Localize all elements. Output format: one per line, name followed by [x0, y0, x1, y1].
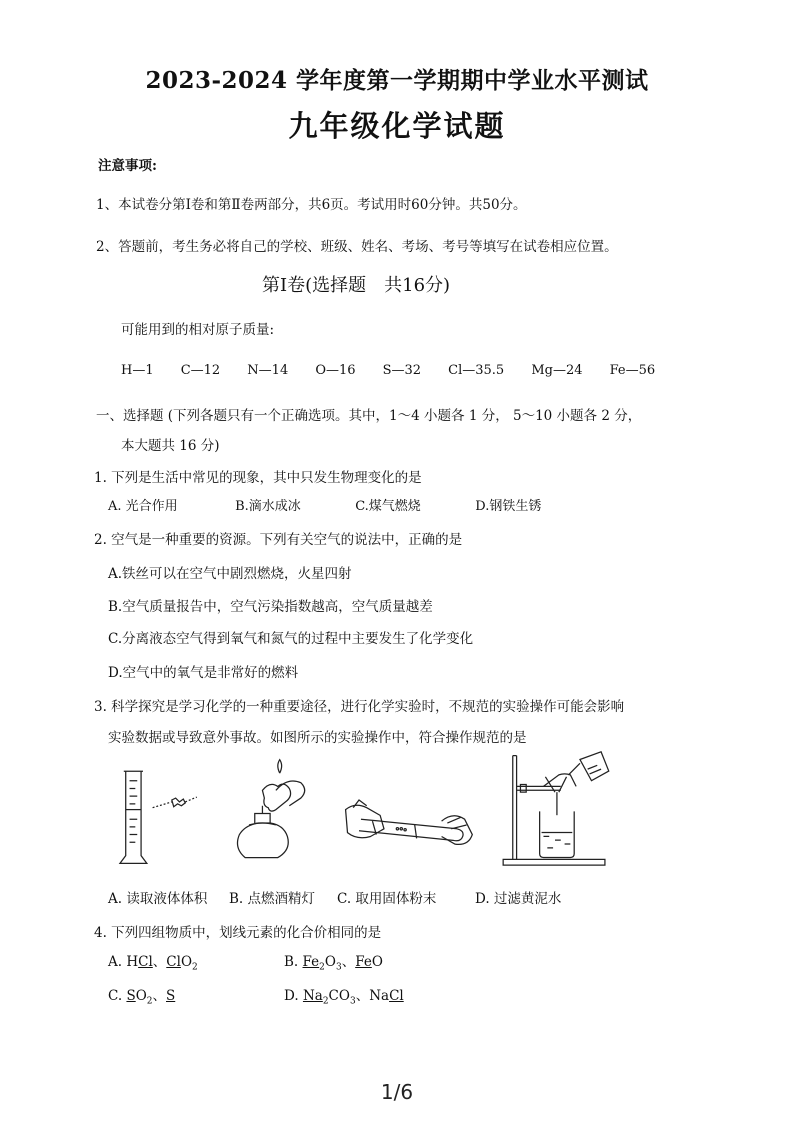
q2-option-b: B.空气质量报告中，空气污染指数越高，空气质量越差 [108, 599, 433, 615]
q2-option-d: D.空气中的氧气是非常好的燃料 [108, 665, 299, 681]
q2-option-a: A.铁丝可以在空气中剧烈燃烧，火星四射 [108, 566, 352, 582]
q1-option-c: C.煤气燃烧 [355, 499, 421, 514]
q2-option-c: C.分离液态空气得到氧气和氮气的过程中主要发生了化学变化 [108, 631, 474, 647]
atomic-mass-c: C—12 [180, 363, 221, 378]
q3-option-a: A. 读取液体体积 [108, 891, 208, 907]
notes-item-2: 2、答题前，考生务必将自己的学校、班级、姓名、考场、考号等填写在试卷相应位置。 [96, 239, 618, 255]
q1-option-d: D.钢铁生锈 [475, 499, 542, 514]
exam-subtitle: 九年级化学试题 [288, 109, 506, 143]
atomic-mass-o: O—16 [315, 363, 356, 378]
graduated-cylinder-figure [112, 752, 222, 872]
atomic-mass-s: S—32 [382, 363, 422, 378]
notes-item-1: 1、本试卷分第Ⅰ卷和第Ⅱ卷两部分，共6页。考试用时60分钟。共50分。 [96, 197, 527, 213]
q1-option-a: A. 光合作用 [108, 499, 178, 514]
q4-stem: 4. 下列四组物质中，划线元素的化合价相同的是 [94, 925, 382, 941]
q2-stem: 2. 空气是一种重要的资源。下列有关空气的说法中，正确的是 [94, 532, 463, 548]
atomic-mass-h: H—1 [121, 363, 154, 378]
q3-option-d: D. 过滤黄泥水 [475, 891, 562, 907]
q4-option-c: C. $SO_2$、S [108, 988, 176, 1007]
page-number: 1/6 [380, 1080, 414, 1104]
section-title: 第Ⅰ卷(选择题 共16分) [262, 275, 451, 296]
filtration-figure [495, 748, 615, 868]
q3-stem-line1: 3. 科学探究是学习化学的一种重要途径，进行化学实验时，不规范的实验操作可能会影响 [94, 699, 625, 715]
powder-test-tube-figure [335, 752, 480, 872]
q3-option-c: C. 取用固体粉末 [337, 891, 437, 907]
q3-stem-line2: 实验数据或导致意外事故。如图所示的实验操作中，符合操作规范的是 [108, 730, 527, 746]
notes-heading: 注意事项: [98, 158, 157, 174]
atomic-mass-cl: Cl—35.5 [448, 363, 505, 378]
part-heading-line2: 本大题共 16 分) [121, 438, 220, 454]
q4-option-b: B. $Fe_2O_3$、FeO [284, 954, 383, 973]
q4-option-d: D. $Na_2CO_3$、NaCl [284, 988, 404, 1007]
q4-option-a: A. HCl、ClO$_2$ [108, 954, 198, 973]
q1-options [108, 495, 541, 514]
q1-stem: 1. 下列是生活中常见的现象，其中只发生物理变化的是 [94, 470, 422, 486]
atomic-mass-n: N—14 [247, 363, 289, 378]
exam-title: 2023-2024 学年度第一学期期中学业水平测试 [145, 67, 649, 94]
atomic-mass-list [121, 359, 677, 378]
part-heading-line1: 一、选择题 (下列各题只有一个正确选项。其中，1～4 小题各 1 分， 5～10 小题各 2 分， [96, 408, 642, 424]
alcohol-lamp-figure [218, 752, 328, 872]
q3-option-b: B. 点燃酒精灯 [229, 891, 316, 907]
q1-option-b: B.滴水成冰 [235, 499, 301, 514]
atomic-mass-fe: Fe—56 [609, 363, 656, 378]
atomic-mass-label: 可能用到的相对原子质量: [121, 322, 275, 338]
atomic-mass-mg: Mg—24 [531, 363, 583, 378]
